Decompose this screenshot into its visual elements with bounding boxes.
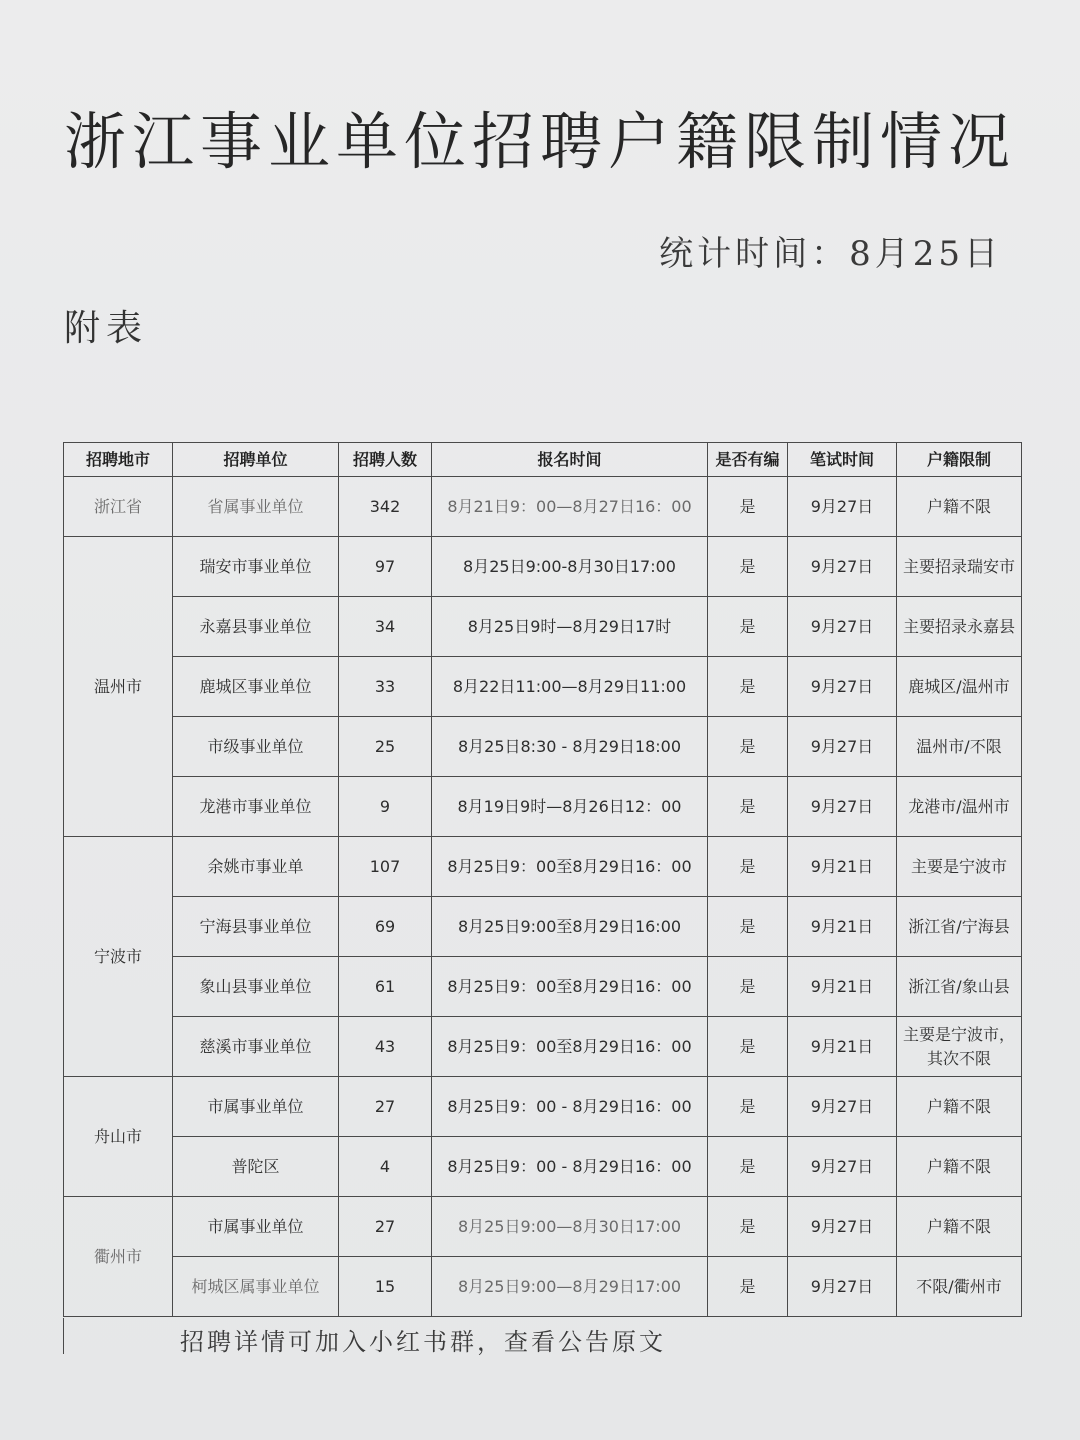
header-staff-quota: 是否有编 [708, 443, 788, 477]
cell-hukou-limit: 主要是宁波市， 其次不限 [897, 1017, 1022, 1077]
cell-count: 342 [339, 477, 432, 537]
cell-staff-quota: 是 [708, 1257, 788, 1317]
cell-registration-time: 8月19日9时—8月26日12：00 [432, 777, 708, 837]
table-row [64, 957, 1022, 1017]
table-header-row [64, 443, 1022, 477]
cell-hukou-limit: 主要是宁波市 [897, 837, 1022, 897]
cell-exam-date: 9月21日 [788, 1017, 897, 1077]
table-row [64, 657, 1022, 717]
cell-hukou-limit: 鹿城区/温州市 [897, 657, 1022, 717]
table-row [64, 1197, 1022, 1257]
table-row [64, 837, 1022, 897]
table-row [64, 777, 1022, 837]
cell-count: 15 [339, 1257, 432, 1317]
cell-exam-date: 9月27日 [788, 597, 897, 657]
cell-hukou-limit: 户籍不限 [897, 1197, 1022, 1257]
cell-city: 温州市 [64, 537, 173, 837]
cell-staff-quota: 是 [708, 1197, 788, 1257]
cell-count: 4 [339, 1137, 432, 1197]
table-row [64, 1257, 1022, 1317]
cell-exam-date: 9月27日 [788, 777, 897, 837]
cell-exam-date: 9月27日 [788, 1077, 897, 1137]
cell-count: 43 [339, 1017, 432, 1077]
statistics-date: 统计时间：8月25日 [659, 234, 1002, 274]
cell-staff-quota: 是 [708, 597, 788, 657]
cell-city: 宁波市 [64, 837, 173, 1077]
footer-note: 招聘详情可加入小红书群，查看公告原文 [180, 1328, 666, 1356]
cell-staff-quota: 是 [708, 1077, 788, 1137]
cell-count: 97 [339, 537, 432, 597]
table-row [64, 1077, 1022, 1137]
cell-unit: 市级事业单位 [173, 717, 339, 777]
cell-hukou-limit: 主要招录永嘉县 [897, 597, 1022, 657]
cell-staff-quota: 是 [708, 657, 788, 717]
cell-count: 25 [339, 717, 432, 777]
cell-exam-date: 9月27日 [788, 477, 897, 537]
cell-city: 舟山市 [64, 1077, 173, 1197]
table-row [64, 477, 1022, 537]
cell-count: 69 [339, 897, 432, 957]
cell-exam-date: 9月27日 [788, 717, 897, 777]
cell-staff-quota: 是 [708, 777, 788, 837]
cell-hukou-limit: 户籍不限 [897, 1077, 1022, 1137]
cell-exam-date: 9月21日 [788, 897, 897, 957]
cell-hukou-limit: 温州市/不限 [897, 717, 1022, 777]
header-exam-date: 笔试时间 [788, 443, 897, 477]
cell-exam-date: 9月27日 [788, 657, 897, 717]
cell-staff-quota: 是 [708, 1017, 788, 1077]
page-title: 浙江事业单位招聘户籍限制情况 [63, 105, 1016, 178]
cell-registration-time: 8月25日9:00—8月30日17:00 [432, 1197, 708, 1257]
cell-registration-time: 8月25日9:00至8月29日16:00 [432, 897, 708, 957]
cell-city: 衢州市 [64, 1197, 173, 1317]
cell-unit: 永嘉县事业单位 [173, 597, 339, 657]
cell-hukou-limit: 主要招录瑞安市 [897, 537, 1022, 597]
cell-count: 27 [339, 1197, 432, 1257]
cell-unit: 宁海县事业单位 [173, 897, 339, 957]
cell-staff-quota: 是 [708, 537, 788, 597]
table-edge-line [63, 1318, 64, 1354]
cell-staff-quota: 是 [708, 477, 788, 537]
cell-unit: 象山县事业单位 [173, 957, 339, 1017]
table-row [64, 717, 1022, 777]
cell-hukou-limit: 龙港市/温州市 [897, 777, 1022, 837]
cell-registration-time: 8月25日9:00—8月29日17:00 [432, 1257, 708, 1317]
cell-registration-time: 8月25日9：00 - 8月29日16：00 [432, 1137, 708, 1197]
cell-unit: 慈溪市事业单位 [173, 1017, 339, 1077]
cell-count: 34 [339, 597, 432, 657]
header-unit: 招聘单位 [173, 443, 339, 477]
cell-unit: 省属事业单位 [173, 477, 339, 537]
cell-hukou-limit: 不限/衢州市 [897, 1257, 1022, 1317]
cell-hukou-limit: 户籍不限 [897, 1137, 1022, 1197]
table-row [64, 897, 1022, 957]
header-count: 招聘人数 [339, 443, 432, 477]
table-row [64, 1137, 1022, 1197]
cell-count: 9 [339, 777, 432, 837]
cell-exam-date: 9月27日 [788, 1137, 897, 1197]
table-body [64, 477, 1022, 1317]
cell-count: 107 [339, 837, 432, 897]
cell-staff-quota: 是 [708, 837, 788, 897]
cell-registration-time: 8月25日8:30 - 8月29日18:00 [432, 717, 708, 777]
cell-exam-date: 9月27日 [788, 1197, 897, 1257]
cell-exam-date: 9月21日 [788, 957, 897, 1017]
cell-unit: 市属事业单位 [173, 1197, 339, 1257]
cell-unit: 普陀区 [173, 1137, 339, 1197]
cell-registration-time: 8月25日9：00至8月29日16：00 [432, 957, 708, 1017]
cell-staff-quota: 是 [708, 717, 788, 777]
cell-staff-quota: 是 [708, 1137, 788, 1197]
cell-count: 27 [339, 1077, 432, 1137]
cell-registration-time: 8月25日9时—8月29日17时 [432, 597, 708, 657]
cell-unit: 市属事业单位 [173, 1077, 339, 1137]
appendix-label: 附表 [64, 308, 149, 349]
cell-hukou-limit: 户籍不限 [897, 477, 1022, 537]
cell-registration-time: 8月21日9：00—8月27日16：00 [432, 477, 708, 537]
table-row [64, 1017, 1022, 1077]
header-registration-time: 报名时间 [432, 443, 708, 477]
cell-exam-date: 9月27日 [788, 537, 897, 597]
cell-exam-date: 9月27日 [788, 1257, 897, 1317]
cell-registration-time: 8月22日11:00—8月29日11:00 [432, 657, 708, 717]
cell-staff-quota: 是 [708, 957, 788, 1017]
table-row [64, 597, 1022, 657]
table-row [64, 537, 1022, 597]
header-hukou-limit: 户籍限制 [897, 443, 1022, 477]
cell-unit: 瑞安市事业单位 [173, 537, 339, 597]
cell-hukou-limit: 浙江省/象山县 [897, 957, 1022, 1017]
cell-unit: 余姚市事业单 [173, 837, 339, 897]
cell-hukou-limit: 浙江省/宁海县 [897, 897, 1022, 957]
cell-registration-time: 8月25日9：00 - 8月29日16：00 [432, 1077, 708, 1137]
header-city: 招聘地市 [64, 443, 173, 477]
cell-exam-date: 9月21日 [788, 837, 897, 897]
cell-unit: 鹿城区事业单位 [173, 657, 339, 717]
cell-city: 浙江省 [64, 477, 173, 537]
cell-count: 33 [339, 657, 432, 717]
cell-registration-time: 8月25日9：00至8月29日16：00 [432, 837, 708, 897]
cell-unit: 龙港市事业单位 [173, 777, 339, 837]
recruitment-table [63, 442, 1022, 1317]
cell-staff-quota: 是 [708, 897, 788, 957]
cell-count: 61 [339, 957, 432, 1017]
cell-registration-time: 8月25日9:00-8月30日17:00 [432, 537, 708, 597]
cell-unit: 柯城区属事业单位 [173, 1257, 339, 1317]
cell-registration-time: 8月25日9：00至8月29日16：00 [432, 1017, 708, 1077]
